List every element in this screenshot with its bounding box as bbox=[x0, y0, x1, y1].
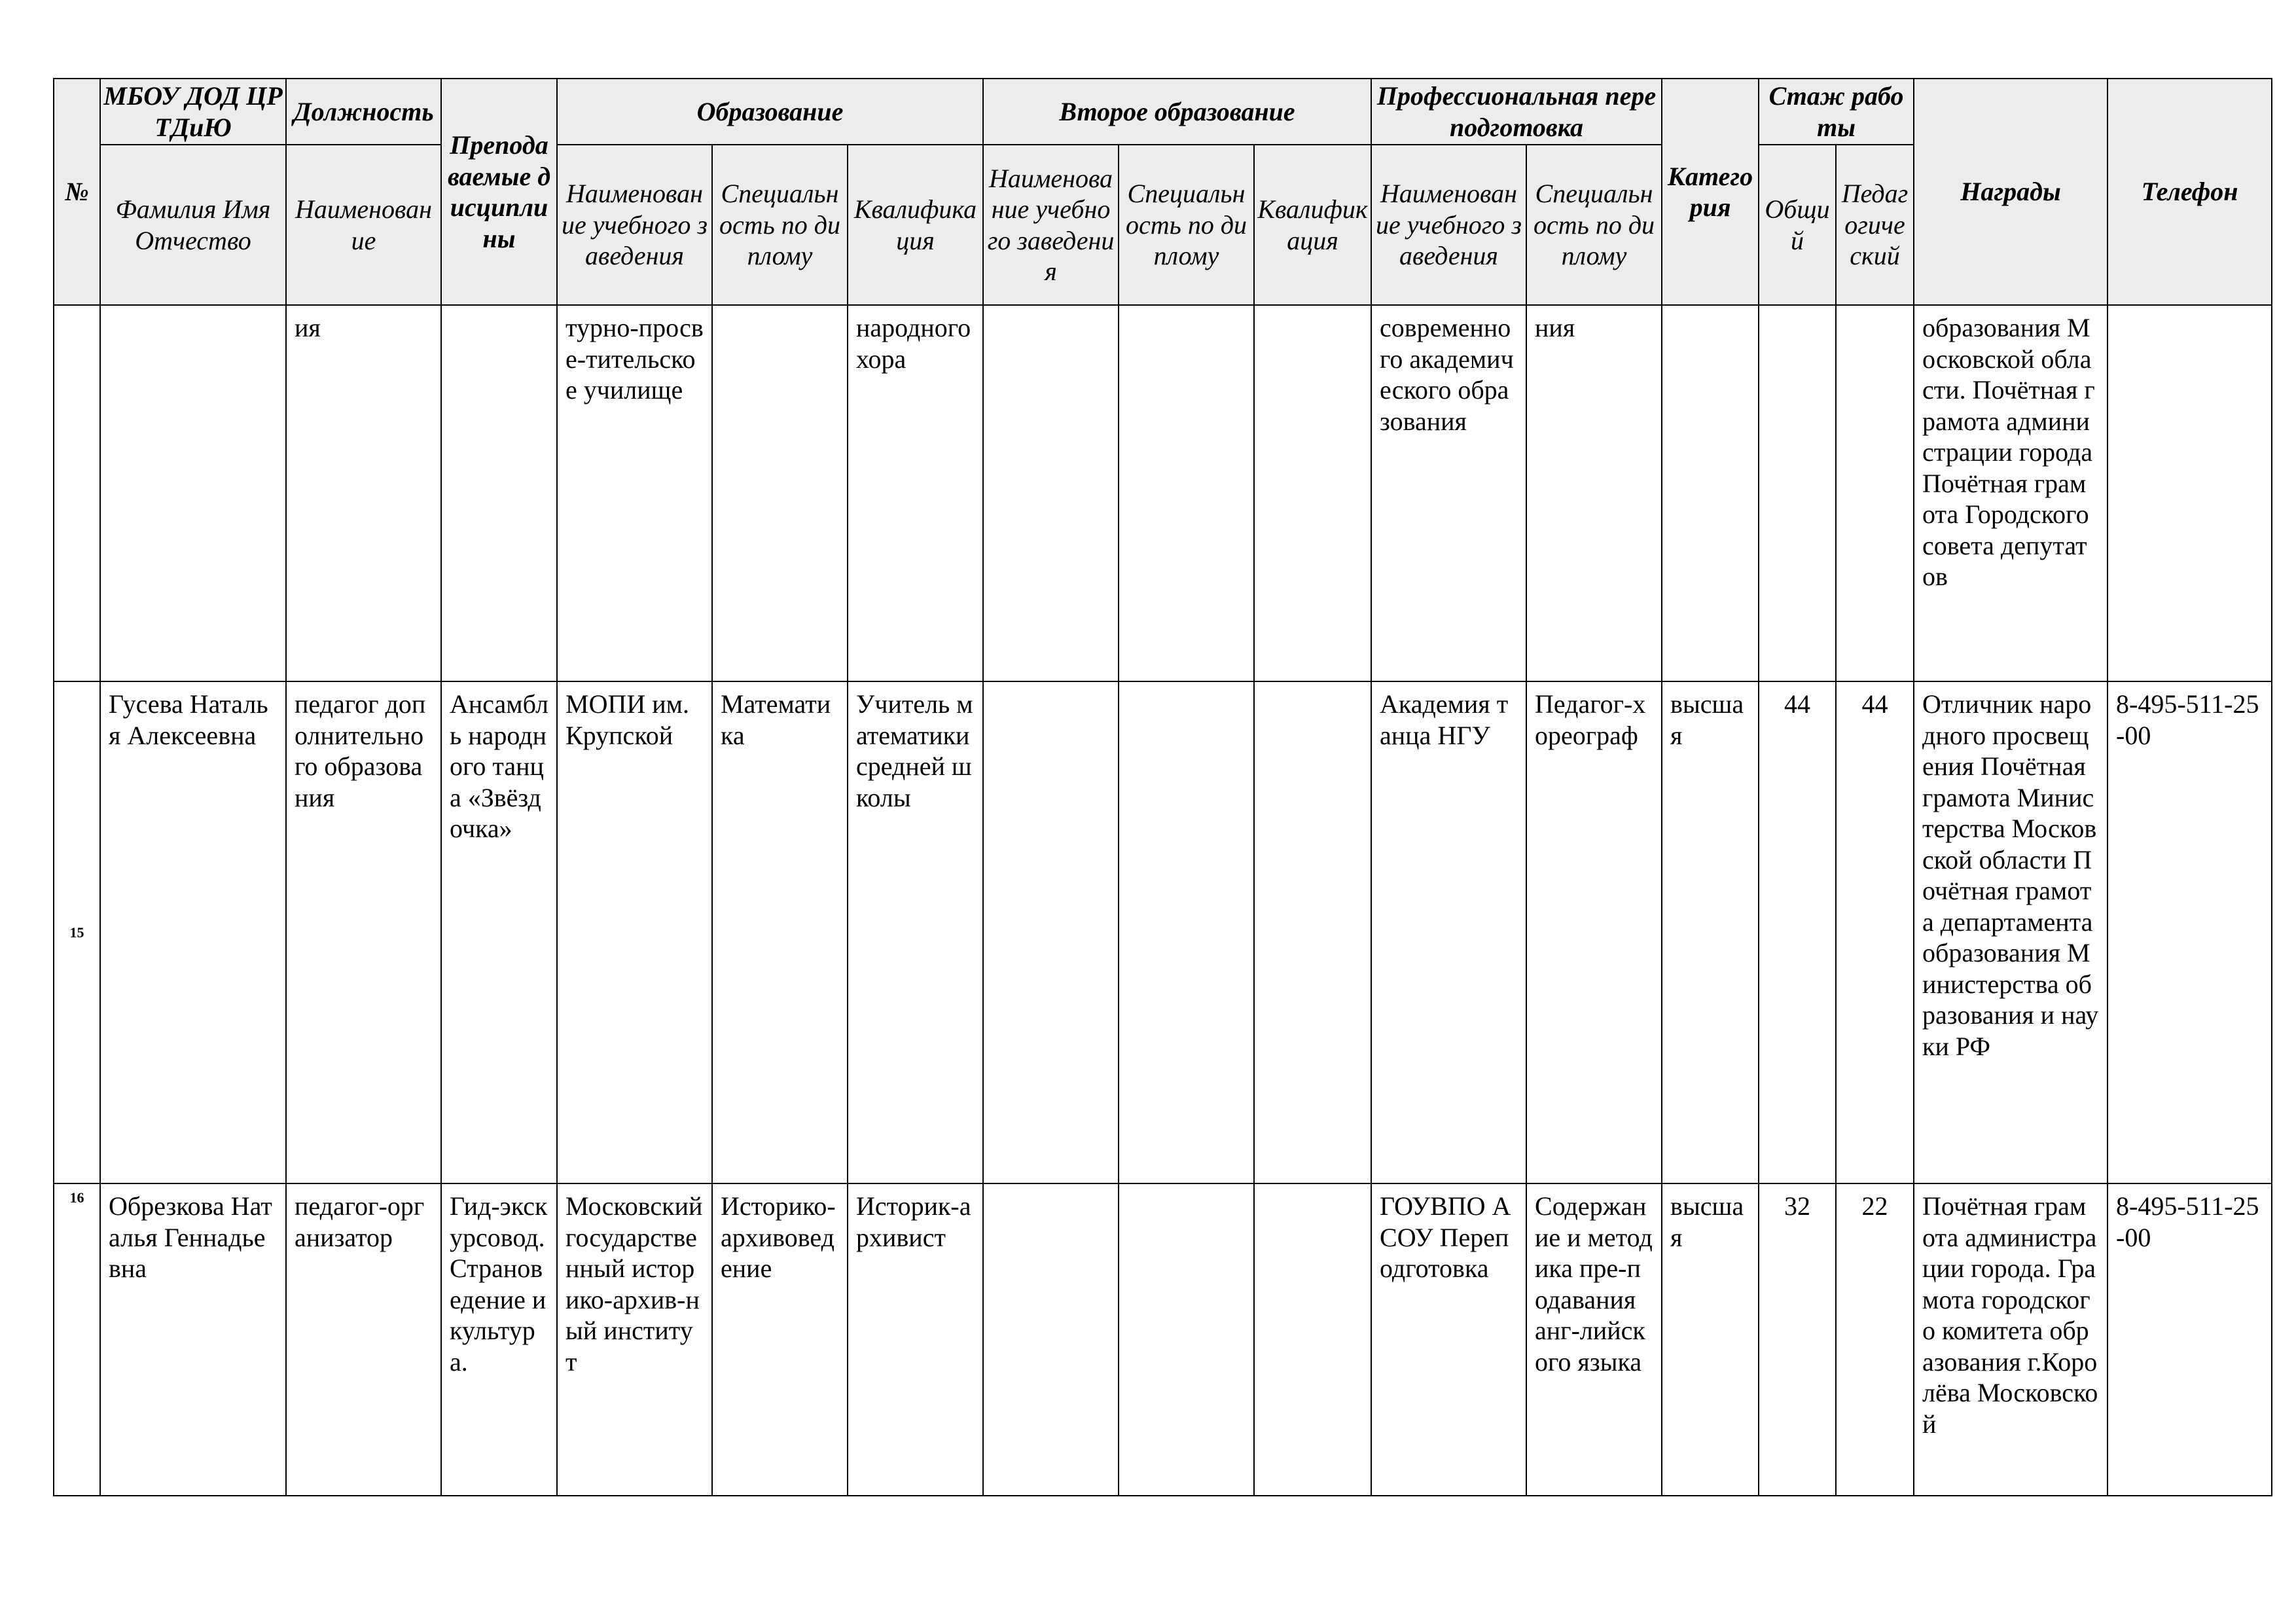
full-name: Гусева Наталья Алексеевна bbox=[100, 681, 286, 1183]
row-number: 16 bbox=[54, 1183, 100, 1496]
exp-ped: 22 bbox=[1836, 1183, 1914, 1496]
header-edu-institution: Наименование учебного заведения bbox=[557, 145, 712, 305]
second-specialty bbox=[1119, 1183, 1254, 1496]
header-position: Должность bbox=[286, 79, 441, 145]
subjects: Ансамбль народного танца «Звёздочка» bbox=[441, 681, 557, 1183]
second-specialty bbox=[1119, 681, 1254, 1183]
header-second-qualification: Квалификация bbox=[1254, 145, 1371, 305]
phone: 8-495-511-25-00 bbox=[2108, 1183, 2272, 1496]
retr-institution: современного академического образования bbox=[1371, 305, 1526, 681]
category: высшая bbox=[1662, 1183, 1759, 1496]
second-qualification bbox=[1254, 1183, 1371, 1496]
edu-qualification: Историк-архивист bbox=[848, 1183, 983, 1496]
position: педагог дополнительного образования bbox=[286, 681, 441, 1183]
exp-ped: 44 bbox=[1836, 681, 1914, 1183]
header-exp-ped: Педагогический bbox=[1836, 145, 1914, 305]
header-exp-total: Общий bbox=[1759, 145, 1836, 305]
table-row bbox=[54, 305, 2272, 681]
edu-institution: Московский государственный историко-архив-ный институт bbox=[557, 1183, 712, 1496]
phone: 8-495-511-25-00 bbox=[2108, 681, 2272, 1183]
header-awards: Награды bbox=[1914, 79, 2108, 305]
header-position-name: Наименование bbox=[286, 145, 441, 305]
header-retr-specialty: Специальность по диплому bbox=[1526, 145, 1662, 305]
subjects: Гид-экскурсовод. Страноведение и культура. bbox=[441, 1183, 557, 1496]
staff-table bbox=[53, 78, 2272, 1496]
table-row bbox=[54, 681, 2272, 1183]
header-category: Категория bbox=[1662, 79, 1759, 305]
full-name bbox=[100, 305, 286, 681]
header-retraining: Профессиональная переподготовка bbox=[1371, 79, 1662, 145]
header-organization: МБОУ ДОД ЦРТДиЮ bbox=[100, 79, 286, 145]
awards: Отличник народного просвещения Почётная грамота Министерства Московской области Почётная грамота департамента образования Министерства образования и науки РФ bbox=[1914, 681, 2108, 1183]
edu-specialty: Историко-архивоведение bbox=[712, 1183, 848, 1496]
header-second-specialty: Специальность по диплому bbox=[1119, 145, 1254, 305]
retr-institution: Академия танца НГУ bbox=[1371, 681, 1526, 1183]
header-edu-specialty: Специальность по диплому bbox=[712, 145, 848, 305]
table-row bbox=[54, 1183, 2272, 1496]
category: высшая bbox=[1662, 681, 1759, 1183]
header-full-name: Фамилия Имя Отчество bbox=[100, 145, 286, 305]
header-education: Образование bbox=[557, 79, 983, 145]
position: педагог-организатор bbox=[286, 1183, 441, 1496]
header-subjects: Преподаваемые дисциплины bbox=[441, 79, 557, 305]
exp-total: 44 bbox=[1759, 681, 1836, 1183]
header-second-education: Второе образование bbox=[983, 79, 1371, 145]
phone bbox=[2108, 305, 2272, 681]
second-institution bbox=[983, 305, 1119, 681]
exp-ped bbox=[1836, 305, 1914, 681]
edu-qualification: народного хора bbox=[848, 305, 983, 681]
retr-specialty: Педагог-хореограф bbox=[1526, 681, 1662, 1183]
header-second-institution: Наименование учебного заведения bbox=[983, 145, 1119, 305]
row-number: 15 bbox=[54, 681, 100, 1183]
category bbox=[1662, 305, 1759, 681]
header-number: № bbox=[54, 79, 100, 305]
edu-specialty: Математика bbox=[712, 681, 848, 1183]
edu-institution: МОПИ им.Крупской bbox=[557, 681, 712, 1183]
awards: образования Московской области. Почётная грамота администрации города Почётная грамота Городского совета депутатов bbox=[1914, 305, 2108, 681]
header-phone: Телефон bbox=[2108, 79, 2272, 305]
row-number bbox=[54, 305, 100, 681]
exp-total: 32 bbox=[1759, 1183, 1836, 1496]
edu-institution: турно-просве-тительское училище bbox=[557, 305, 712, 681]
edu-specialty bbox=[712, 305, 848, 681]
header-retr-institution: Наименование учебного заведения bbox=[1371, 145, 1526, 305]
full-name: Обрезкова Наталья Геннадьевна bbox=[100, 1183, 286, 1496]
second-qualification bbox=[1254, 305, 1371, 681]
retr-specialty: ния bbox=[1526, 305, 1662, 681]
exp-total bbox=[1759, 305, 1836, 681]
subjects bbox=[441, 305, 557, 681]
second-institution bbox=[983, 681, 1119, 1183]
awards: Почётная грамота администрации города. Грамота городского комитета образования г.Королёва Московской bbox=[1914, 1183, 2108, 1496]
second-specialty bbox=[1119, 305, 1254, 681]
header-experience: Стаж работы bbox=[1759, 79, 1914, 145]
retr-specialty: Содержание и методика пре-подавания анг-лийского языка bbox=[1526, 1183, 1662, 1496]
header-edu-qualification: Квалификация bbox=[848, 145, 983, 305]
retr-institution: ГОУВПО АСОУ Переподготовка bbox=[1371, 1183, 1526, 1496]
second-qualification bbox=[1254, 681, 1371, 1183]
edu-qualification: Учитель математики средней школы bbox=[848, 681, 983, 1183]
second-institution bbox=[983, 1183, 1119, 1496]
position: ия bbox=[286, 305, 441, 681]
